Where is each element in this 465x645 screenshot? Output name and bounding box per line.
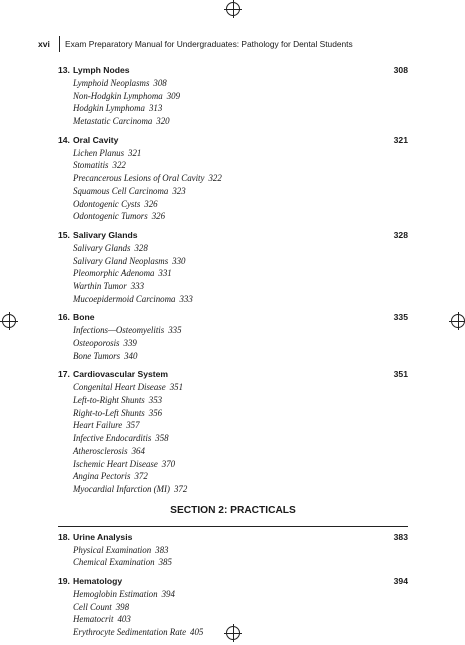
topic-item (73, 280, 408, 293)
topic-title: Stomatitis (73, 160, 109, 171)
chapter-entry (58, 531, 408, 569)
topic-title: Ischemic Heart Disease (73, 458, 158, 469)
topic-item (73, 613, 408, 626)
chapter-entry (58, 134, 408, 223)
topic-title: Metastatic Carcinoma (73, 116, 153, 127)
topic-item (73, 556, 408, 569)
topic-item (73, 445, 408, 458)
topic-title: Heart Failure (73, 420, 123, 431)
topic-title: Erythrocyte Sedimentation Rate (73, 627, 187, 637)
topic-page: 364 (131, 445, 145, 456)
chapter-number: 17. (58, 369, 70, 380)
chapter-heading (58, 64, 408, 77)
topic-page: 358 (155, 433, 169, 444)
topic-item (73, 267, 408, 280)
topic-page: 335 (168, 325, 182, 336)
topic-title: Chemical Examination (73, 557, 155, 568)
chapter-number: 15. (58, 229, 70, 240)
topic-title: Bone Tumors (73, 350, 121, 361)
topic-title: Atherosclerosis (73, 445, 128, 456)
topic-title: Squamous Cell Carcinoma (73, 185, 169, 196)
chapter-heading (58, 229, 408, 242)
topic-title: Salivary Glands (73, 242, 131, 253)
chapter-entry (58, 575, 408, 639)
section-heading: SECTION 2: PRACTICALS (58, 502, 408, 527)
chapter-entry (58, 229, 408, 305)
topic-title: Infective Endocarditis (73, 433, 152, 444)
topic-title: Non-Hodgkin Lymphoma (73, 90, 163, 101)
topic-page: 333 (130, 280, 144, 291)
topic-page: 320 (156, 116, 170, 127)
topic-page: 322 (208, 173, 222, 184)
topic-title: Mucoepidermoid Carcinoma (73, 293, 176, 304)
topic-item (73, 588, 408, 601)
topic-item (73, 90, 408, 103)
topic-item (73, 172, 408, 185)
topic-page: 326 (144, 198, 158, 209)
topic-page: 339 (123, 338, 137, 348)
running-header (38, 38, 425, 52)
chapter-number: 16. (58, 312, 70, 323)
topic-page: 353 (148, 395, 163, 406)
registration-mark-icon (226, 2, 240, 16)
chapter-number: 18. (58, 531, 70, 542)
topic-item (73, 324, 408, 337)
topic-title: Precancerous Lesions of Oral Cavity (73, 173, 205, 184)
chapter-page: 351 (393, 369, 408, 380)
chapter-title: Salivary Glands (73, 229, 138, 240)
topic-item (73, 210, 408, 223)
topic-item (73, 350, 408, 363)
chapter-title: Oral Cavity (73, 134, 119, 145)
topic-item (73, 242, 408, 255)
chapter-heading (58, 311, 408, 324)
chapter-entry (58, 64, 408, 128)
topic-item (73, 159, 408, 172)
chapter-page: 335 (393, 312, 408, 323)
topic-page: 313 (148, 103, 163, 114)
topic-page: 383 (155, 544, 169, 555)
chapter-list (58, 531, 408, 639)
topic-page: 372 (173, 483, 188, 494)
topic-item (73, 381, 408, 394)
chapter-list (58, 64, 408, 496)
chapter-entry (58, 368, 408, 495)
topic-title: Lymphoid Neoplasms (73, 78, 150, 88)
topic-page: 356 (148, 407, 163, 418)
chapter-page: 308 (393, 65, 408, 75)
topic-item (73, 407, 408, 420)
chapter-page: 394 (393, 575, 408, 586)
topic-title: Hematocrit (73, 614, 114, 625)
topic-title: Cell Count (73, 601, 112, 612)
topic-page: 351 (169, 382, 183, 393)
topic-page: 331 (158, 268, 172, 279)
topic-page: 370 (161, 458, 176, 469)
registration-mark-icon (2, 314, 16, 328)
topic-title: Osteoporosis (73, 338, 120, 348)
topic-page: 309 (166, 90, 181, 101)
chapter-entry (58, 311, 408, 362)
topic-title: Lichen Planus (73, 147, 125, 158)
table-of-contents (58, 64, 408, 645)
topic-page: 326 (151, 211, 166, 222)
topic-title: Angina Pectoris (73, 471, 131, 482)
topic-title: Odontogenic Cysts (73, 198, 141, 209)
topic-page: 357 (126, 420, 140, 431)
topic-item (73, 185, 408, 198)
chapter-title: Urine Analysis (73, 531, 133, 542)
topic-title: Myocardial Infarction (MI) (73, 483, 170, 494)
topic-item (73, 483, 408, 496)
chapter-number: 13. (58, 65, 70, 75)
running-title: Exam Preparatory Manual for Undergraduates: Pathology for Dental Students (65, 39, 353, 49)
topic-item (73, 147, 408, 160)
topic-title: Infections—Osteomyelitis (73, 325, 165, 336)
chapter-number: 19. (58, 575, 70, 586)
topic-item (73, 337, 408, 350)
topic-title: Left-to-Right Shunts (73, 395, 145, 406)
topic-title: Physical Examination (73, 544, 152, 555)
topic-page: 385 (158, 557, 172, 568)
topic-page: 405 (190, 627, 204, 637)
topic-page: 333 (179, 293, 193, 304)
topic-page: 322 (112, 160, 126, 171)
header-divider (59, 36, 60, 52)
topic-page: 330 (172, 255, 186, 266)
topic-item (73, 626, 408, 639)
topic-item (73, 115, 408, 128)
topic-page: 308 (153, 78, 167, 88)
topic-item (73, 293, 408, 306)
chapter-heading (58, 134, 408, 147)
topic-page: 372 (134, 471, 148, 482)
chapter-page: 321 (393, 134, 408, 145)
topic-item (73, 255, 408, 268)
topic-title: Hodgkin Lymphoma (73, 103, 145, 114)
chapter-title: Lymph Nodes (73, 65, 130, 75)
topic-item (73, 544, 408, 557)
topic-title: Right-to-Left Shunts (73, 407, 145, 418)
chapter-title: Bone (73, 312, 95, 323)
topic-page: 403 (117, 614, 131, 625)
chapter-heading (58, 575, 408, 588)
chapter-title: Cardiovascular System (73, 369, 169, 380)
topic-page: 321 (128, 147, 142, 158)
topic-title: Pleomorphic Adenoma (73, 268, 155, 279)
topic-item (73, 601, 408, 614)
topic-title: Salivary Gland Neoplasms (73, 255, 169, 266)
topic-item (73, 77, 408, 90)
chapter-number: 14. (58, 134, 70, 145)
chapter-page: 328 (393, 229, 408, 240)
topic-item (73, 198, 408, 211)
topic-page: 398 (115, 601, 130, 612)
registration-mark-icon (451, 314, 465, 328)
topic-page: 328 (134, 242, 148, 253)
topic-title: Hemoglobin Estimation (73, 588, 158, 599)
page-number: xvi (38, 39, 50, 49)
chapter-page: 383 (393, 531, 408, 542)
topic-page: 323 (172, 185, 186, 196)
topic-page: 340 (124, 350, 138, 361)
topic-title: Congenital Heart Disease (73, 382, 166, 393)
topic-item (73, 432, 408, 445)
chapter-heading (58, 368, 408, 381)
topic-item (73, 458, 408, 471)
topic-item (73, 419, 408, 432)
chapter-title: Hematology (73, 575, 123, 586)
topic-item (73, 102, 408, 115)
topic-title: Warthin Tumor (73, 280, 127, 291)
topic-item (73, 394, 408, 407)
topic-page: 394 (161, 588, 175, 599)
chapter-heading (58, 531, 408, 544)
topic-item (73, 470, 408, 483)
topic-title: Odontogenic Tumors (73, 211, 148, 222)
